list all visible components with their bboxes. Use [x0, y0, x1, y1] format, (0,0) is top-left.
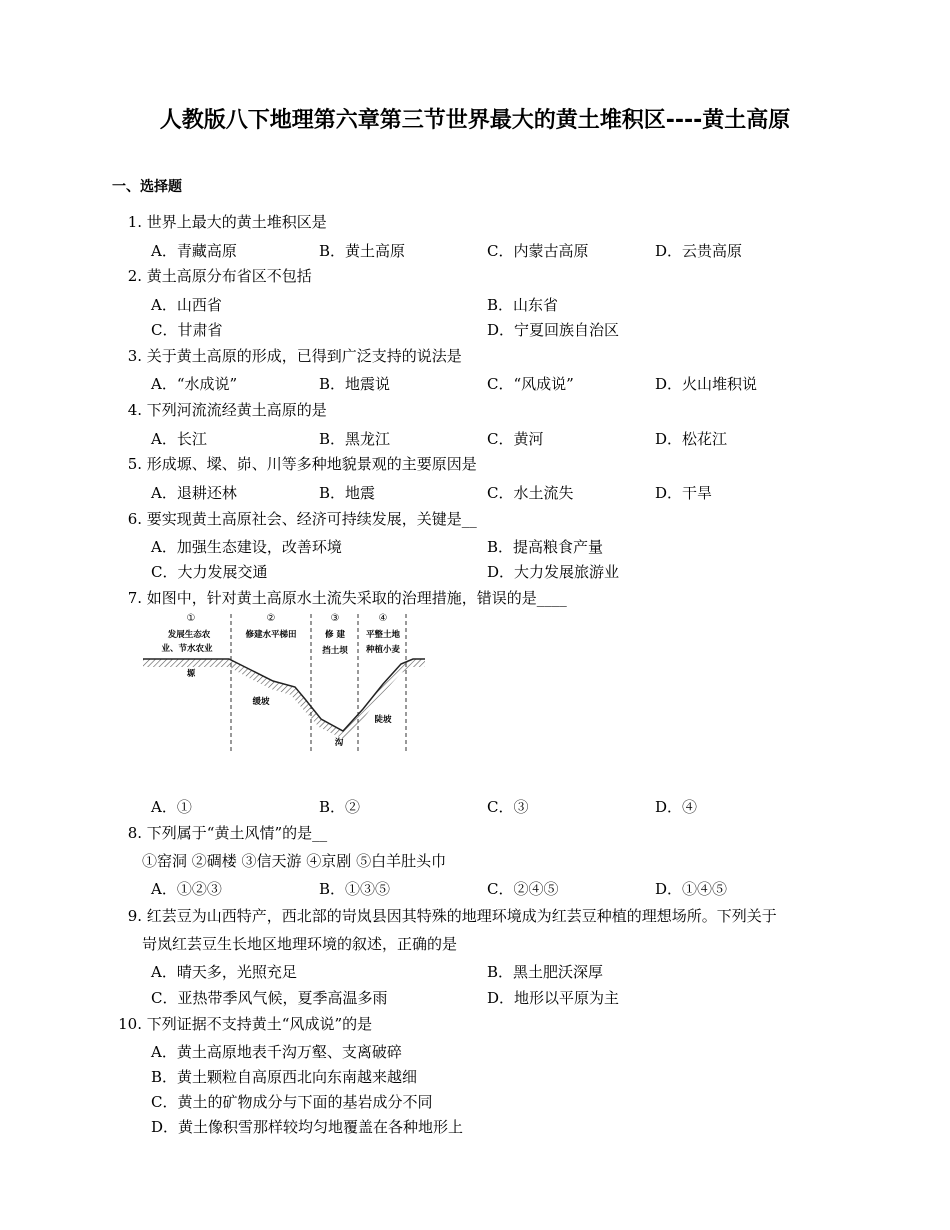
option-a: A．加强生态建设，改善环境: [151, 538, 342, 556]
option-b: B．黑龙江: [319, 430, 391, 448]
question-text: 如图中，针对黄土高原水土流失采取的治理措施，错误的是____: [146, 589, 567, 607]
option-d: D．松花江: [655, 430, 728, 448]
option-c: C．黄河: [487, 430, 544, 448]
question-8-items: ①窑洞 ②碉楼 ③信天游 ④京剧 ⑤白羊肚头巾: [142, 852, 447, 870]
zone-number-1: ①: [186, 613, 196, 624]
option-d: D．云贵高原: [655, 242, 743, 260]
question-number: 9.: [127, 907, 142, 925]
question-9: [112, 905, 777, 926]
question-3: [112, 345, 462, 366]
question-number: 7.: [127, 589, 142, 607]
option-a: A．晴天多，光照充足: [151, 963, 297, 981]
option-b: B．②: [319, 798, 361, 816]
option-b: B．黄土高原: [319, 242, 406, 260]
zone-number-2: ②: [266, 613, 276, 624]
option-c: C．大力发展交通: [151, 563, 268, 581]
option-a: A．退耕还林: [151, 484, 237, 502]
option-a: A．“水成说”: [151, 375, 238, 393]
question-5: [112, 453, 477, 474]
zone-label-3b: 挡土坝: [322, 646, 348, 656]
option-c: C．水土流失: [487, 484, 574, 502]
section-heading: 一、选择题: [112, 179, 182, 195]
option-b: B．山东省: [487, 296, 559, 314]
question-text: 关于黄土高原的形成，已得到广泛支持的说法是: [146, 347, 462, 365]
option-b: B．地震: [319, 484, 376, 502]
option-a: A．山西省: [151, 296, 222, 314]
terrain-label-gully: 沟: [334, 738, 344, 748]
zone-label-1b: 业、节水农业: [161, 644, 213, 654]
question-text: 要实现黄土高原社会、经济可持续发展，关键是__: [146, 510, 477, 528]
question-1: [112, 211, 327, 232]
terrain-label-gentle-slope: 缓坡: [252, 697, 270, 707]
question-2: [112, 265, 312, 286]
zone-label-3a: 修 建: [325, 630, 345, 640]
question-text: 下列证据不支持黄土“风成说”的是: [146, 1015, 373, 1033]
question-number: 4.: [127, 401, 142, 419]
option-c: C．③: [487, 798, 529, 816]
option-d: D．黄土像积雪那样较均匀地覆盖在各种地形上: [151, 1118, 464, 1136]
page-title: 人教版八下地理第六章第三节世界最大的黄土堆积区----黄土高原: [159, 108, 791, 133]
option-b: B．地震说: [319, 375, 391, 393]
zone-label-1a: 发展生态农: [167, 630, 211, 640]
question-number: 1.: [127, 213, 142, 231]
terrain-hatch: [143, 659, 425, 739]
option-b: B．黑土肥沃深厚: [487, 963, 604, 981]
option-d: D．大力发展旅游业: [487, 563, 620, 581]
option-d: D．④: [655, 798, 698, 816]
soil-erosion-diagram: [143, 609, 425, 759]
question-4: [112, 399, 327, 420]
option-c: C．黄土的矿物成分与下面的基岩成分不同: [151, 1093, 433, 1111]
question-number: 8.: [127, 824, 142, 842]
zone-number-3: ③: [330, 613, 340, 624]
option-a: A．黄土高原地表千沟万壑、支离破碎: [151, 1043, 402, 1061]
option-c: C．亚热带季风气候，夏季高温多雨: [151, 989, 388, 1007]
question-text: 下列河流流经黄土高原的是: [146, 401, 327, 419]
question-9-text-continued: 岢岚红芸豆生长地区地理环境的叙述，正确的是: [142, 935, 458, 953]
question-number: 3.: [127, 347, 142, 365]
option-b: B．①③⑤: [319, 880, 391, 898]
zone-label-2: 修建水平梯田: [245, 630, 297, 640]
option-a: A．青藏高原: [151, 242, 237, 260]
question-text: 下列属于“黄土风情”的是__: [146, 824, 328, 842]
question-text: 红芸豆为山西特产，西北部的岢岚县因其特殊的地理环境成为红芸豆种植的理想场所。下列关于: [146, 907, 777, 925]
question-10: [112, 1013, 372, 1034]
option-c: C．内蒙古高原: [487, 242, 589, 260]
question-number: 6.: [127, 510, 142, 528]
question-text: 世界上最大的黄土堆积区是: [146, 213, 327, 231]
option-a: A．①: [151, 798, 192, 816]
zone-label-4b: 种植小麦: [365, 645, 401, 655]
zone-number-4: ④: [378, 613, 388, 624]
question-text: 黄土高原分布省区不包括: [146, 267, 312, 285]
option-d: D．火山堆积说: [655, 375, 758, 393]
terrain-label-yuan: 塬: [186, 669, 196, 679]
question-text: 形成塬、墚、峁、川等多种地貌景观的主要原因是: [146, 455, 477, 473]
question-number: 2.: [127, 267, 142, 285]
question-6: [112, 508, 477, 529]
option-d: D．干旱: [655, 484, 713, 502]
option-d: D．①④⑤: [655, 880, 728, 898]
option-a: A．长江: [151, 430, 207, 448]
question-number: 10.: [118, 1015, 142, 1033]
option-c: C．甘肃省: [151, 321, 223, 339]
option-d: D．地形以平原为主: [487, 989, 620, 1007]
option-b: B．黄土颗粒自高原西北向东南越来越细: [151, 1068, 418, 1086]
option-c: C．②④⑤: [487, 880, 559, 898]
option-a: A．①②③: [151, 880, 222, 898]
option-d: D．宁夏回族自治区: [487, 321, 620, 339]
option-b: B．提高粮食产量: [487, 538, 604, 556]
question-7: [112, 587, 567, 608]
zone-label-4a: 平整土地: [365, 630, 401, 640]
option-c: C．“风成说”: [487, 375, 574, 393]
terrain-label-steep-slope: 陡坡: [374, 715, 392, 725]
question-8: [112, 822, 327, 843]
question-number: 5.: [127, 455, 142, 473]
